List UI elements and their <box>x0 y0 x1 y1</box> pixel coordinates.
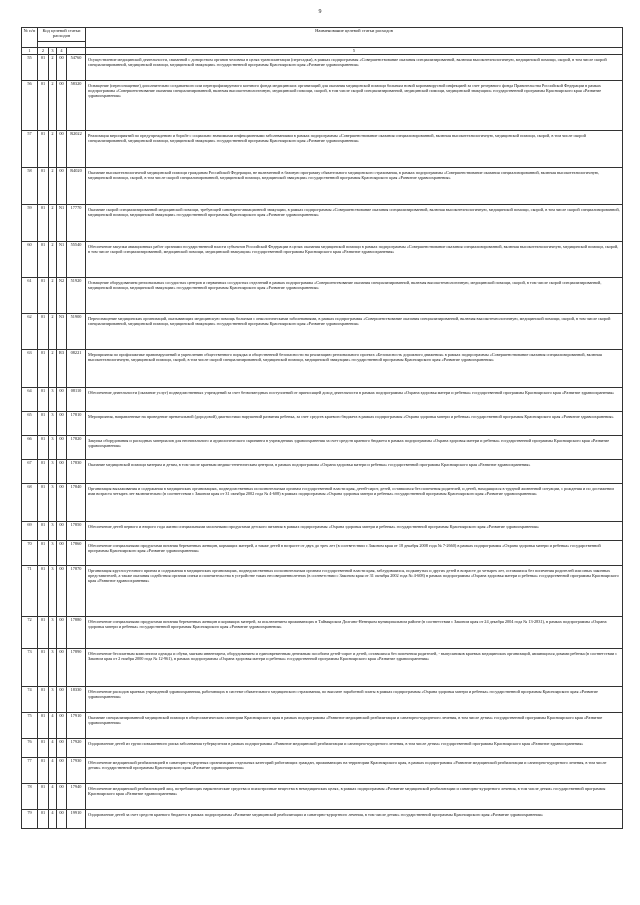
table-row <box>22 541 623 566</box>
code-program: 01 <box>38 278 49 314</box>
code-direction: 00 <box>57 810 67 829</box>
code-direction: 00 <box>57 168 67 205</box>
code-expense: 17860 <box>67 541 86 566</box>
expense-name: Закупка оборудования и расходных материалов для неонатального и аудиологического скрининга в учреждениях здравоохранения за счет средств краевого бюджета в рамках подпрограммы «Охрана здоровья матери и ребенка» государственной программы Красноярского края «Развитие здравоохранения» <box>86 436 623 460</box>
code-expense: 19910 <box>67 810 86 829</box>
code-expense: 17910 <box>67 713 86 739</box>
code-program: 01 <box>38 242 49 278</box>
table-row <box>22 739 623 758</box>
table-row <box>22 617 623 649</box>
table-row <box>22 810 623 829</box>
code-subprogram: 3 <box>49 687 57 713</box>
table-row <box>22 687 623 713</box>
expense-name: Организация выхаживания и содержания в медицинских организациях, подведомственных исполнительным органам государственной власти края, детей-сирот, детей, оставшихся без попечения родителей, и детей, находящихся в трудной жизненной ситуации, с рождения и по достижении ими возраста четырех лет включительно (в соответствии с Законом края от 31 октября 2002 года № 4-608) в рамках подпрограммы «Охрана здоровья матери и ребенка» государственной программы Красноярского края «Развитие здравоохранения» <box>86 484 623 522</box>
table-row <box>22 460 623 484</box>
table-row <box>22 784 623 810</box>
column-header-number: № п/п <box>22 28 38 48</box>
code-expense: 58320 <box>67 81 86 131</box>
target-articles-table <box>21 27 623 829</box>
row-number: 68 <box>22 484 38 522</box>
column-number: 1 <box>22 48 38 55</box>
table-row <box>22 242 623 278</box>
column-number: 2 <box>38 48 49 55</box>
column-numbers-row <box>22 48 623 55</box>
code-program: 01 <box>38 460 49 484</box>
table-row <box>22 314 623 350</box>
table-row <box>22 758 623 784</box>
code-expense: 17920 <box>67 739 86 758</box>
code-expense: 17830 <box>67 460 86 484</box>
code-subprogram: 2 <box>49 55 57 81</box>
row-number: 73 <box>22 649 38 687</box>
code-subprogram: 4 <box>49 713 57 739</box>
code-direction: 00 <box>57 541 67 566</box>
code-expense: 55540 <box>67 242 86 278</box>
row-number: 77 <box>22 758 38 784</box>
table-row <box>22 278 623 314</box>
row-number: 59 <box>22 205 38 242</box>
column-number <box>67 48 86 55</box>
code-program: 01 <box>38 541 49 566</box>
code-subprogram: 3 <box>49 522 57 541</box>
page-number: 9 <box>318 9 322 15</box>
row-number: 62 <box>22 314 38 350</box>
code-subprogram: 3 <box>49 388 57 412</box>
row-number: 75 <box>22 713 38 739</box>
code-subprogram: 2 <box>49 350 57 388</box>
code-expense: 17770 <box>67 205 86 242</box>
table-row <box>22 484 623 522</box>
code-program: 01 <box>38 55 49 81</box>
code-expense: 17890 <box>67 649 86 687</box>
row-number: 76 <box>22 739 38 758</box>
code-direction: N3 <box>57 314 67 350</box>
column-number: 4 <box>57 48 67 55</box>
row-number: 65 <box>22 412 38 436</box>
row-number: 74 <box>22 687 38 713</box>
code-expense: R2022 <box>67 131 86 168</box>
expense-name: Обеспечение расходов краевых учреждений здравоохранения, работающих в системе обязательного медицинского страхования, по выплате заработной платы в рамках подпрограммы «Охрана здоровья матери и ребенка» государственной программы Красноярского края «Развитие здравоохранения» <box>86 687 623 713</box>
code-expense: 17850 <box>67 522 86 541</box>
code-direction: 00 <box>57 81 67 131</box>
row-number: 72 <box>22 617 38 649</box>
code-subprogram: 4 <box>49 758 57 784</box>
code-program: 01 <box>38 649 49 687</box>
row-number: 67 <box>22 460 38 484</box>
code-subprogram: 3 <box>49 436 57 460</box>
code-subprogram: 2 <box>49 81 57 131</box>
column-number: 5 <box>86 48 623 55</box>
code-program: 01 <box>38 436 49 460</box>
code-direction: 00 <box>57 460 67 484</box>
code-subprogram: 3 <box>49 484 57 522</box>
expense-name: Оздоровление детей из групп повышенного риска заболевания туберкулезом в рамках подпрограммы «Развитие медицинской реабилитации и санаторно-курортного лечения, в том числе детям» государственной программы Красноярского края «Развитие здравоохранения» <box>86 739 623 758</box>
row-number: 57 <box>22 131 38 168</box>
expense-name: Обеспечение деятельности (оказание услуг) подведомственных учреждений за счет безвозмездных поступлений от приносящей доход деятельности в рамках подпрограммы «Охрана здоровья матери и ребенка» государственной программы Красноярского края «Развитие здравоохранения» <box>86 388 623 412</box>
row-number: 66 <box>22 436 38 460</box>
code-subprogram: 3 <box>49 617 57 649</box>
code-expense: 17930 <box>67 758 86 784</box>
row-number: 61 <box>22 278 38 314</box>
code-program: 01 <box>38 566 49 617</box>
code-direction: 00 <box>57 758 67 784</box>
code-expense: 54760 <box>67 55 86 81</box>
code-subprogram: 2 <box>49 314 57 350</box>
expense-name: Обеспечение закупки авиационных работ органами государственной власти субъектов Российской Федерации в целях оказания медицинской помощи в рамках подпрограммы «Совершенствование оказания специализированной, включая высокотехнологичную, медицинской помощи, скорой, в том числе скорой специализированной, медицинской помощи, медицинской эвакуации» государственной программы Красноярского края «Развитие здравоохранения» <box>86 242 623 278</box>
table-row <box>22 55 623 81</box>
expense-name: Оздоровление детей за счет средств краевого бюджета в рамках подпрограммы «Развитие медицинской реабилитации и санаторно-курортного лечения, в том числе детям» государственной программы Красноярского края «Развитие здравоохранения» <box>86 810 623 829</box>
code-subprogram: 3 <box>49 460 57 484</box>
code-direction: 00 <box>57 713 67 739</box>
row-number: 79 <box>22 810 38 829</box>
expense-name: Обеспечение медицинской реабилитацией лиц, потребляющих наркотические средства и психотропные вещества в немедицинских целях, в рамках подпрограммы «Развитие медицинской реабилитации и санаторно-курортного лечения, в том числе детям» государственной программы Красноярского края «Развитие здравоохранения» <box>86 784 623 810</box>
table-row <box>22 412 623 436</box>
code-expense: 51900 <box>67 314 86 350</box>
code-subprogram: 3 <box>49 412 57 436</box>
expense-name: Обеспечение бесплатным комплектом одежды и обуви, мягким инвентарем, оборудованием и единовременным денежным пособием детей-сирот и детей, оставшихся без попечения родителей, - выпускников краевых медицинских организаций, являющихся домами ребенка (в соответствии с Законом края от 2 ноября 2000 года № 12-961), в рамках подпрограммы «Охрана здоровья матери и ребенка» государственной программы Красноярского края «Развитие здравоохранения» <box>86 649 623 687</box>
expense-name: Оказание скорой специализированной медицинской помощи, требующей санитарно-авиационной эвакуации, в рамках подпрограммы «Совершенствование оказания специализированной, включая высокотехнологичную, медицинской помощи, скорой, в том числе скорой специализированной, медицинской помощи, медицинской эвакуации» государственной программы Красноярского края «Развитие здравоохранения» <box>86 205 623 242</box>
code-direction: 00 <box>57 484 67 522</box>
code-program: 01 <box>38 350 49 388</box>
expense-name: Переоснащение медицинских организаций, оказывающих медицинскую помощь больным с онкологическими заболеваниями, в рамках подпрограммы «Совершенствование оказания специализированной, включая высокотехнологичную, медицинской помощи, скорой, в том числе скорой специализированной, медицинской помощи, медицинской эвакуации» государственной программы Красноярского края «Развитие здравоохранения» <box>86 314 623 350</box>
code-program: 01 <box>38 739 49 758</box>
code-direction: 00 <box>57 522 67 541</box>
code-subprogram: 4 <box>49 810 57 829</box>
expense-name: Мероприятия по профилактике правонарушений и укреплению общественного порядка и общественной безопасности на реализацию регионального проекта «Безопасность дорожного движения» в рамках подпрограммы «Совершенствование оказания специализированной, включая высокотехнологичную, медицинской помощи, скорой, в том числе скорой специализированной, медицинской помощи, медицинской эвакуации» государственной программы Красноярского края «Развитие здравоохранения» <box>86 350 623 388</box>
row-number: 70 <box>22 541 38 566</box>
row-number: 63 <box>22 350 38 388</box>
code-program: 01 <box>38 81 49 131</box>
table-row <box>22 713 623 739</box>
table-row <box>22 436 623 460</box>
expense-name: Оказание специализированной медицинской помощи в общесоматическом санатории Красноярского края в рамках подпрограммы «Развитие медицинской реабилитации и санаторно-курортного лечения, в том числе детям» государственной программы Красноярского края «Развитие здравоохранения» <box>86 713 623 739</box>
code-direction: 00 <box>57 566 67 617</box>
code-program: 01 <box>38 522 49 541</box>
code-subprogram: 2 <box>49 278 57 314</box>
row-number: 56 <box>22 81 38 131</box>
row-number: 60 <box>22 242 38 278</box>
code-direction: 00 <box>57 649 67 687</box>
table-row <box>22 388 623 412</box>
code-subprogram: 4 <box>49 784 57 810</box>
expense-name: Обеспечение медицинской реабилитацией в санаторно-курортных организациях отдельных категорий работающих граждан, проживающих на территории Красноярского края, в рамках подпрограммы «Развитие медицинской реабилитации и санаторно-курортного лечения, в том числе детям» государственной программы Красноярского края «Развитие здравоохранения» <box>86 758 623 784</box>
code-program: 01 <box>38 617 49 649</box>
code-direction: 00 <box>57 131 67 168</box>
code-subprogram: 2 <box>49 205 57 242</box>
expense-name: Мероприятия, направленные на проведение пренатальной (дородовой) диагностики нарушений развития ребенка, за счет средств краевого бюджета в рамках подпрограммы «Охрана здоровья матери и ребенка» государственной программы Красноярского края «Развитие здравоохранения» <box>86 412 623 436</box>
code-direction: 00 <box>57 617 67 649</box>
code-direction: 00 <box>57 739 67 758</box>
code-subprogram: 2 <box>49 242 57 278</box>
expense-name: Организация круглосуточного приема и содержания в медицинских организациях, подведомственных исполнительным органам государственной власти края, заблудившихся, подкинутых и других детей в возрасте до четырех лет, оставшихся без попечения родителей или иных законных представителей, а также оказания содействия органам опеки и попечительства в устройстве таких несовершеннолетних (в соответствии с Законом края от 31 октября 2002 года № 4-608) в рамках подпрограммы «Охрана здоровья матери и ребенка» государственной программы Красноярского края «Развитие здравоохранения» <box>86 566 623 617</box>
code-subprogram: 2 <box>49 131 57 168</box>
row-number: 69 <box>22 522 38 541</box>
column-header-name: Наименование целевой статьи расходов <box>86 28 623 48</box>
code-expense: 17810 <box>67 412 86 436</box>
row-number: 71 <box>22 566 38 617</box>
code-expense: 17870 <box>67 566 86 617</box>
code-subprogram: 3 <box>49 541 57 566</box>
expense-name: Обеспечение специальными продуктами питания беременных женщин, кормящих матерей, а также детей в возрасте от двух до трех лет (в соответствии с Законом края от 18 декабря 2008 года № 7-2660) в рамках подпрограммы «Охрана здоровья матери и ребенка» государственной программы Красноярского края «Развитие здравоохранения» <box>86 541 623 566</box>
expense-name: Обеспечение детей первого и второго года жизни специальными молочными продуктами детского питания в рамках подпрограммы «Охрана здоровья матери и ребенка» государственной программы Красноярского края «Развитие здравоохранения» <box>86 522 623 541</box>
code-program: 01 <box>38 168 49 205</box>
column-header-code: Код целевой статьи расходов <box>38 28 86 42</box>
code-program: 01 <box>38 784 49 810</box>
code-program: 01 <box>38 314 49 350</box>
code-program: 01 <box>38 412 49 436</box>
code-expense: 17940 <box>67 784 86 810</box>
code-subprogram: 3 <box>49 566 57 617</box>
code-subprogram: 4 <box>49 739 57 758</box>
code-direction: 00 <box>57 412 67 436</box>
expense-name: Обеспечение специальными продуктами питания беременных женщин и кормящих матерей, за исключением проживающих в Таймырском Долгано-Ненецком муниципальном районе (в соответствии с Законом края от 24 декабря 2004 года № 13-2831), в рамках подпрограммы «Охрана здоровья матери и ребенка» государственной программы Красноярского края «Развитие здравоохранения» <box>86 617 623 649</box>
code-direction: 00 <box>57 388 67 412</box>
code-subprogram: 2 <box>49 168 57 205</box>
code-program: 01 <box>38 687 49 713</box>
expense-name: Оказание высокотехнологичной медицинской помощи гражданам Российской Федерации, не включенной в базовую программу обязательного медицинского страхования, в рамках подпрограммы «Совершенствование оказания специализированной, включая высокотехнологичную, медицинской помощи, скорой, в том числе скорой специализированной, медицинской помощи, медицинской эвакуации» государственной программы Красноярского края «Развитие здравоохранения» <box>86 168 623 205</box>
table-row <box>22 350 623 388</box>
row-number: 78 <box>22 784 38 810</box>
table-row <box>22 168 623 205</box>
table-row <box>22 566 623 617</box>
code-program: 01 <box>38 758 49 784</box>
code-direction: N1 <box>57 242 67 278</box>
code-expense: 17840 <box>67 484 86 522</box>
code-subprogram: 3 <box>49 649 57 687</box>
code-program: 01 <box>38 205 49 242</box>
table-row <box>22 81 623 131</box>
expense-name: Оказание медицинской помощи матерям и детям, в том числе краевым медико-генетическим центром, в рамках подпрограммы «Охрана здоровья матери и ребенка» государственной программы Красноярского края «Развитие здравоохранения» <box>86 460 623 484</box>
code-direction: N2 <box>57 278 67 314</box>
expense-name: Осуществление медицинской деятельности, связанной с донорством органов человека в целях трансплантации (пересадки), в рамках подпрограммы «Совершенствование оказания специализированной, включая высокотехнологичную, медицинской помощи, скорой, в том числе скорой специализированной, медицинской помощи, медицинской эвакуации» государственной программы Красноярского края «Развитие здравоохранения» <box>86 55 623 81</box>
code-expense: R4020 <box>67 168 86 205</box>
table-row <box>22 131 623 168</box>
column-number: 3 <box>49 48 57 55</box>
code-program: 01 <box>38 388 49 412</box>
table-row <box>22 522 623 541</box>
code-expense: 17820 <box>67 436 86 460</box>
code-program: 01 <box>38 713 49 739</box>
code-direction: 00 <box>57 687 67 713</box>
code-direction: 00 <box>57 55 67 81</box>
expense-name: Реализация мероприятий по предупреждению и борьбе с социально значимыми инфекционными заболеваниями в рамках подпрограммы «Совершенствование оказания специализированной, включая высокотехнологичную, медицинской помощи, скорой, в том числе скорой специализированной, медицинской помощи, медицинской эвакуации» государственной программы Красноярского края «Развитие здравоохранения» <box>86 131 623 168</box>
code-expense: 51920 <box>67 278 86 314</box>
code-program: 01 <box>38 484 49 522</box>
code-expense: 08110 <box>67 388 86 412</box>
code-expense: 17880 <box>67 617 86 649</box>
table-row <box>22 649 623 687</box>
code-program: 01 <box>38 810 49 829</box>
code-program: 01 <box>38 131 49 168</box>
code-direction: R3 <box>57 350 67 388</box>
row-number: 55 <box>22 55 38 81</box>
table-row <box>22 205 623 242</box>
code-direction: 00 <box>57 784 67 810</box>
expense-name: Оснащение (переоснащение) дополнительно создаваемого или перепрофилируемого коечного фонда медицинских организаций для оказания медицинской помощи больным новой коронавирусной инфекцией за счет резервного фонда Правительства Российской Федерации в рамках подпрограммы «Совершенствование оказания специализированной, включая высокотехнологичную, медицинской помощи, скорой, в том числе скорой специализированной, медицинской помощи, медицинской эвакуации» государственной программы Красноярского края «Развитие здравоохранения» <box>86 81 623 131</box>
code-direction: 00 <box>57 436 67 460</box>
expense-name: Оснащение оборудованием региональных сосудистых центров и первичных сосудистых отделений в рамках подпрограммы «Совершенствование оказания специализированной, включая высокотехнологичную, медицинской помощи, скорой, в том числе скорой специализированной, медицинской помощи, медицинской эвакуации» государственной программы Красноярского края «Развитие здравоохранения» <box>86 278 623 314</box>
row-number: 58 <box>22 168 38 205</box>
code-expense: 18330 <box>67 687 86 713</box>
code-direction: N1 <box>57 205 67 242</box>
row-number: 64 <box>22 388 38 412</box>
code-expense: 08221 <box>67 350 86 388</box>
